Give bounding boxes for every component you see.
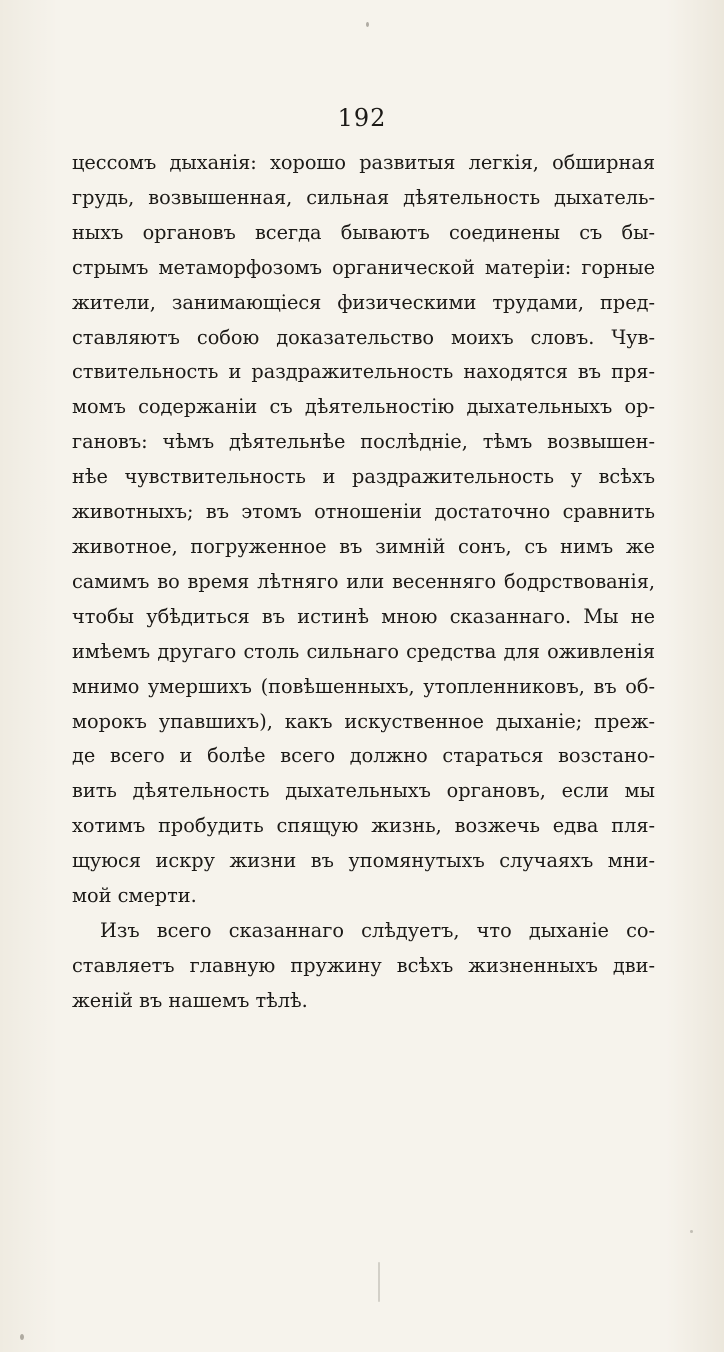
text-line: гановъ: чѣмъ дѣятельнѣе послѣдніе, тѣмъ возвышен- (72, 430, 655, 454)
text-line: чтобы убѣдиться въ истинѣ мною сказаннаго. Мы не (72, 604, 655, 628)
text-line: щуюся искру жизни въ упомянутыхъ случаяхъ мни- (72, 849, 655, 873)
text-line: де всего и болѣе всего должно стараться возстано- (72, 744, 655, 768)
paragraph-1 (72, 146, 655, 914)
text-line: имѣемъ другаго столь сильнаго средства для оживленія (72, 639, 655, 663)
page-body (72, 146, 655, 1019)
text-line: жители, занимающіеся физическими трудами, пред- (72, 290, 655, 314)
text-line: мнимо умершихъ (повѣшенныхъ, утопленниковъ, въ об- (72, 674, 655, 698)
paper-speck (366, 22, 369, 27)
text-line: ставляютъ собою доказательство моихъ словъ. Чув- (72, 325, 655, 349)
text-line: ставляетъ главную пружину всѣхъ жизненныхъ дви- (72, 953, 655, 977)
text-line: момъ содержаніи съ дѣятельностію дыхательныхъ ор- (72, 395, 655, 419)
paper-speck (20, 1334, 24, 1340)
text-line: животное, погруженное въ зимній сонъ, съ нимъ же (72, 534, 655, 558)
text-line: ныхъ органовъ всегда бываютъ соединены съ бы- (72, 220, 655, 244)
text-line: нѣе чувствительность и раздражительность у всѣхъ (72, 465, 655, 489)
page-number: 192 (337, 104, 387, 132)
text-line: морокъ упавшихъ), какъ искуственное дыханіе; преж- (72, 709, 655, 733)
text-line: мой смерти. (72, 884, 197, 908)
text-line: грудь, возвышенная, сильная дѣятельность дыхатель- (72, 185, 655, 209)
text-line: животныхъ; въ этомъ отношеніи достаточно сравнить (72, 500, 655, 524)
text-line: Изъ всего сказаннаго слѣдуетъ, что дыханіе со- (100, 918, 655, 942)
paragraph-2 (72, 914, 655, 1019)
text-line: хотимъ пробудить спящую жизнь, возжечь едва пля- (72, 814, 655, 838)
text-line: стрымъ метаморфозомъ органической матеріи: горные (72, 255, 655, 279)
text-line: цессомъ дыханія: хорошо развитыя легкія, обширная (72, 151, 655, 174)
text-line: вить дѣятельность дыхательныхъ органовъ, если мы (72, 779, 655, 803)
text-line: самимъ во время лѣтняго или весенняго бодрствованія, (72, 569, 655, 593)
paper-speck (378, 1262, 380, 1302)
text-line: женій въ нашемъ тѣлѣ. (72, 988, 308, 1012)
text-line: ствительность и раздражительность находятся въ пря- (72, 360, 655, 384)
paper-speck (690, 1230, 693, 1233)
